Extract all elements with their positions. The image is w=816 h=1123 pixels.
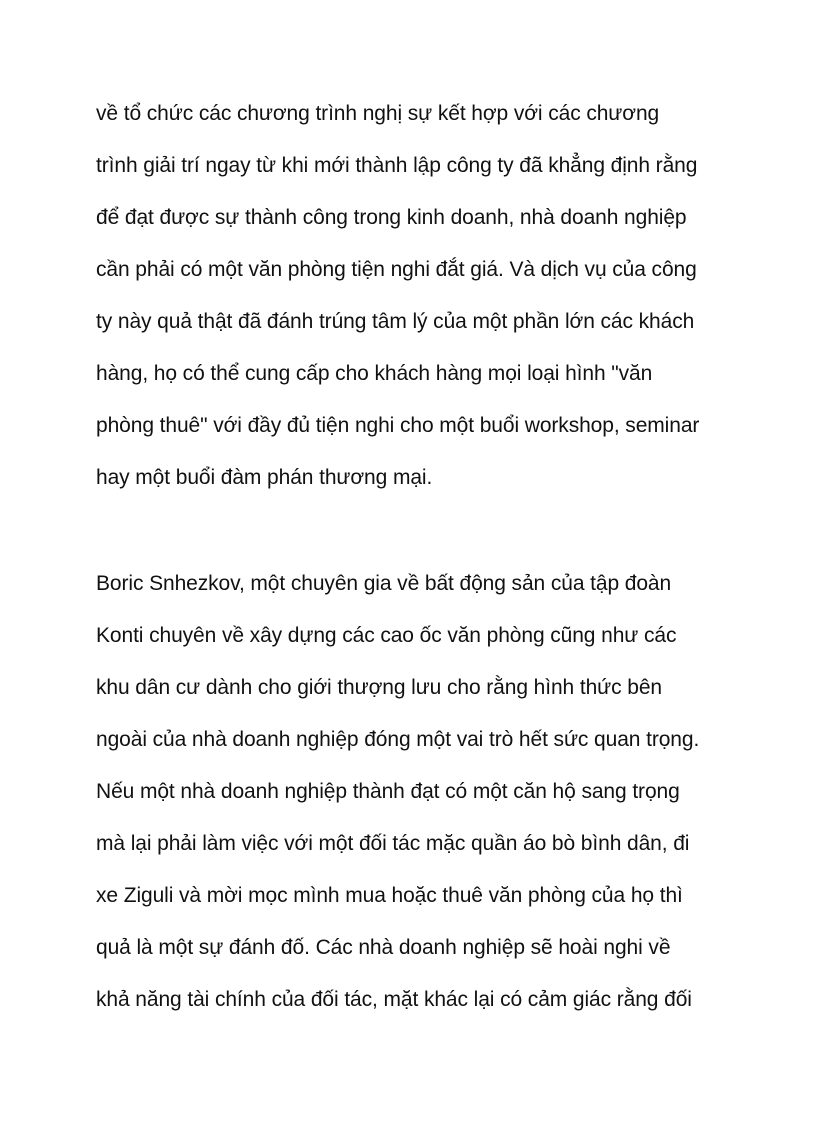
text-line: để đạt được sự thành công trong kinh doanh, nhà doanh nghiệp (96, 206, 687, 229)
text-line: quả là một sự đánh đố. Các nhà doanh nghiệp sẽ hoài nghi về (96, 936, 671, 959)
text-line: cần phải có một văn phòng tiện nghi đắt giá. Và dịch vụ của công (96, 258, 697, 281)
text-line: hàng, họ có thể cung cấp cho khách hàng mọi loại hình "văn (96, 362, 653, 385)
text-line: khu dân cư dành cho giới thượng lưu cho rằng hình thức bên (96, 676, 662, 699)
text-line: ty này quả thật đã đánh trúng tâm lý của một phần lớn các khách (96, 310, 695, 333)
text-line: trình giải trí ngay từ khi mới thành lập công ty đã khẳng định rằng (96, 154, 698, 177)
text-line: xe Ziguli và mời mọc mình mua hoặc thuê văn phòng của họ thì (96, 884, 683, 907)
text-line: về tổ chức các chương trình nghị sự kết hợp với các chương (96, 102, 660, 125)
text-line: ngoài của nhà doanh nghiệp đóng một vai trò hết sức quan trọng. (96, 728, 700, 751)
text-line: Boric Snhezkov, một chuyên gia về bất động sản của tập đoàn (96, 572, 672, 595)
text-line: Nếu một nhà doanh nghiệp thành đạt có một căn hộ sang trọng (96, 780, 680, 803)
text-line: Konti chuyên về xây dựng các cao ốc văn phòng cũng như các (96, 624, 677, 647)
text-line: hay một buổi đàm phán thương mại. (96, 466, 433, 489)
text-line: khả năng tài chính của đối tác, mặt khác lại có cảm giác rằng đối (96, 988, 692, 1011)
text-line: phòng thuê" với đầy đủ tiện nghi cho một buổi workshop, seminar (96, 414, 700, 437)
text-line: mà lại phải làm việc với một đối tác mặc quần áo bò bình dân, đi (96, 832, 690, 855)
